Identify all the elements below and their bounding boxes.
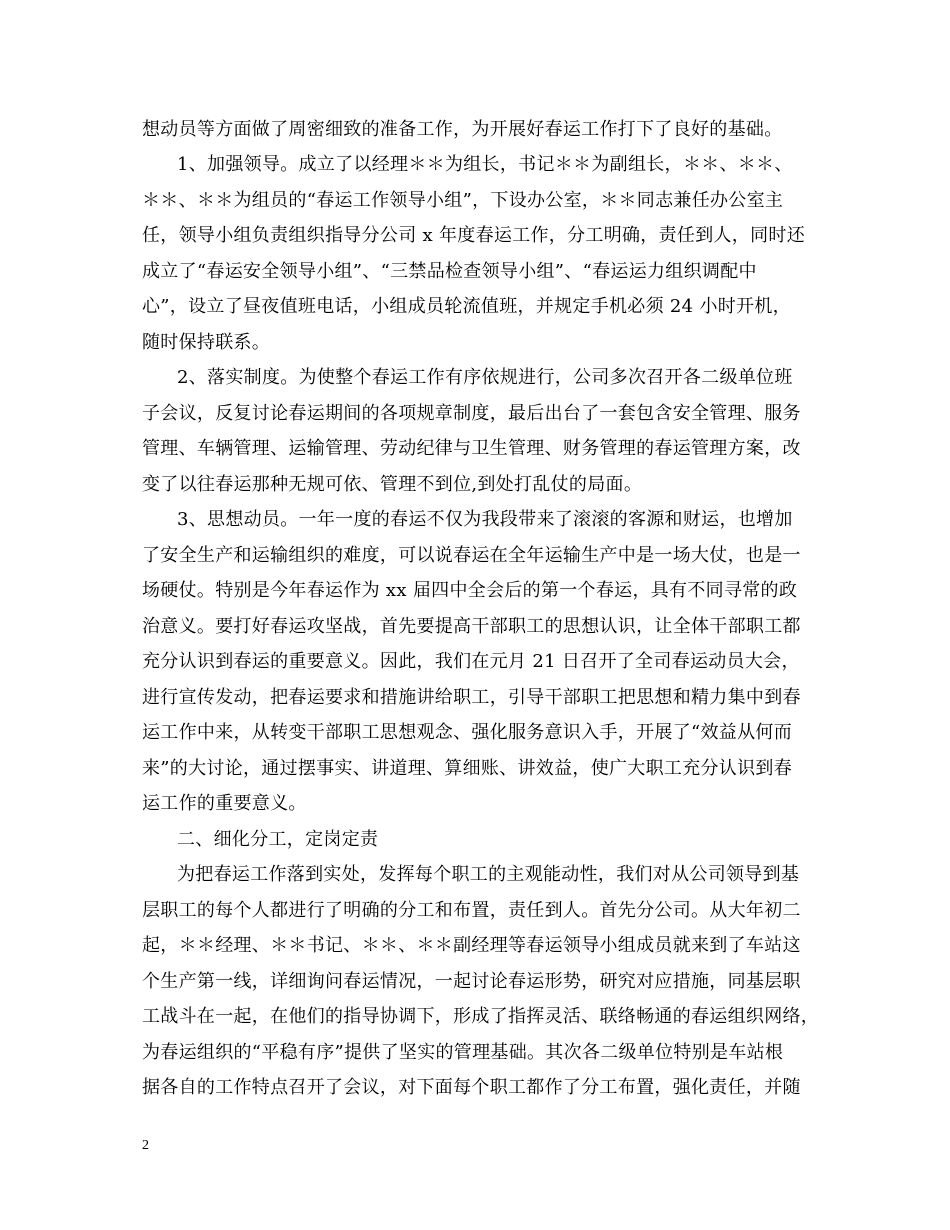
text-line: 工战斗在一起，在他们的指导协调下，形成了指挥灵活、联络畅通的春运组织网络，: [142, 1006, 820, 1027]
text-line: 为春运组织的“平稳有序”提供了坚实的管理基础。其次各二级单位特别是车站根: [142, 1042, 784, 1063]
text-line: 场硬仗。特别是今年春运作为 xx 届四中全会后的第一个春运，具有不同寻常的政: [142, 580, 798, 601]
text-line: 任，领导小组负责组织指导分公司 x 年度春运工作，分工明确，责任到人，同时还: [142, 225, 805, 246]
text-line: 想动员等方面做了周密细致的准备工作，为开展好春运工作打下了良好的基础。: [142, 119, 783, 140]
text-line: ＊＊、＊＊为组员的“春运工作领导小组”，下设办公室，＊＊同志兼任办公室主: [142, 190, 784, 211]
page-number: 2: [142, 1138, 149, 1153]
text-line: 3、思想动员。一年一度的春运不仅为我段带来了滚滚的客源和财运，也增加: [177, 509, 793, 530]
text-line: 层职工的每个人都进行了明确的分工和布置，责任到人。首先分公司。从大年初二: [142, 900, 801, 921]
text-line: 1、加强领导。成立了以经理＊＊为组长，书记＊＊为副组长，＊＊、＊＊、: [177, 154, 793, 175]
text-line: 为把春运工作落到实处，发挥每个职工的主观能动性，我们对从公司领导到基: [177, 864, 800, 885]
section-heading: 二、细化分工，定岗定责: [177, 829, 379, 850]
text-line: 随时保持联系。: [142, 332, 271, 353]
text-line: 成立了“春运安全领导小组”、“三禁品检查领导小组”、“春运运力组织调配中: [142, 261, 757, 282]
text-line: 心”，设立了昼夜值班电话，小组成员轮流值班，并规定手机必须 24 小时开机，: [142, 296, 791, 317]
text-line: 来”的大讨论，通过摆事实、讲道理、算细账、讲效益，使广大职工充分认识到春: [142, 758, 792, 779]
text-line: 变了以往春运那种无规可依、管理不到位,到处打乱仗的局面。: [142, 474, 643, 495]
text-line: 起，＊＊经理、＊＊书记、＊＊、＊＊副经理等春运领导小组成员就来到了车站这: [142, 935, 801, 956]
text-line: 运工作的重要意义。: [142, 793, 307, 814]
text-line: 子会议，反复讨论春运期间的各项规章制度，最后出台了一套包含安全管理、服务: [142, 403, 801, 424]
text-line: 治意义。要打好春运攻坚战，首先要提高干部职工的思想认识，让全体干部职工都: [142, 616, 801, 637]
text-line: 管理、车辆管理、运输管理、劳动纪律与卫生管理、财务管理的春运管理方案，改: [142, 438, 801, 459]
text-line: 进行宣传发动，把春运要求和措施讲给职工，引导干部职工把思想和精力集中到春: [142, 687, 801, 708]
text-line: 了安全生产和运输组织的难度，可以说春运在全年运输生产中是一场大仗，也是一: [142, 545, 801, 566]
text-line: 据各自的工作特点召开了会议，对下面每个职工都作了分工布置，强化责任，并随: [142, 1077, 801, 1098]
text-line: 2、落实制度。为使整个春运工作有序依规进行，公司多次召开各二级单位班: [177, 367, 793, 388]
text-line: 个生产第一线，详细询问春运情况，一起讨论春运形势，研究对应措施，同基层职: [142, 971, 801, 992]
text-line: 充分认识到春运的重要意义。因此，我们在元月 21 日召开了全司春运动员大会，: [142, 651, 800, 672]
text-line: 运工作中来，从转变干部职工思想观念、强化服务意识入手，开展了“效益从何而: [142, 722, 792, 743]
